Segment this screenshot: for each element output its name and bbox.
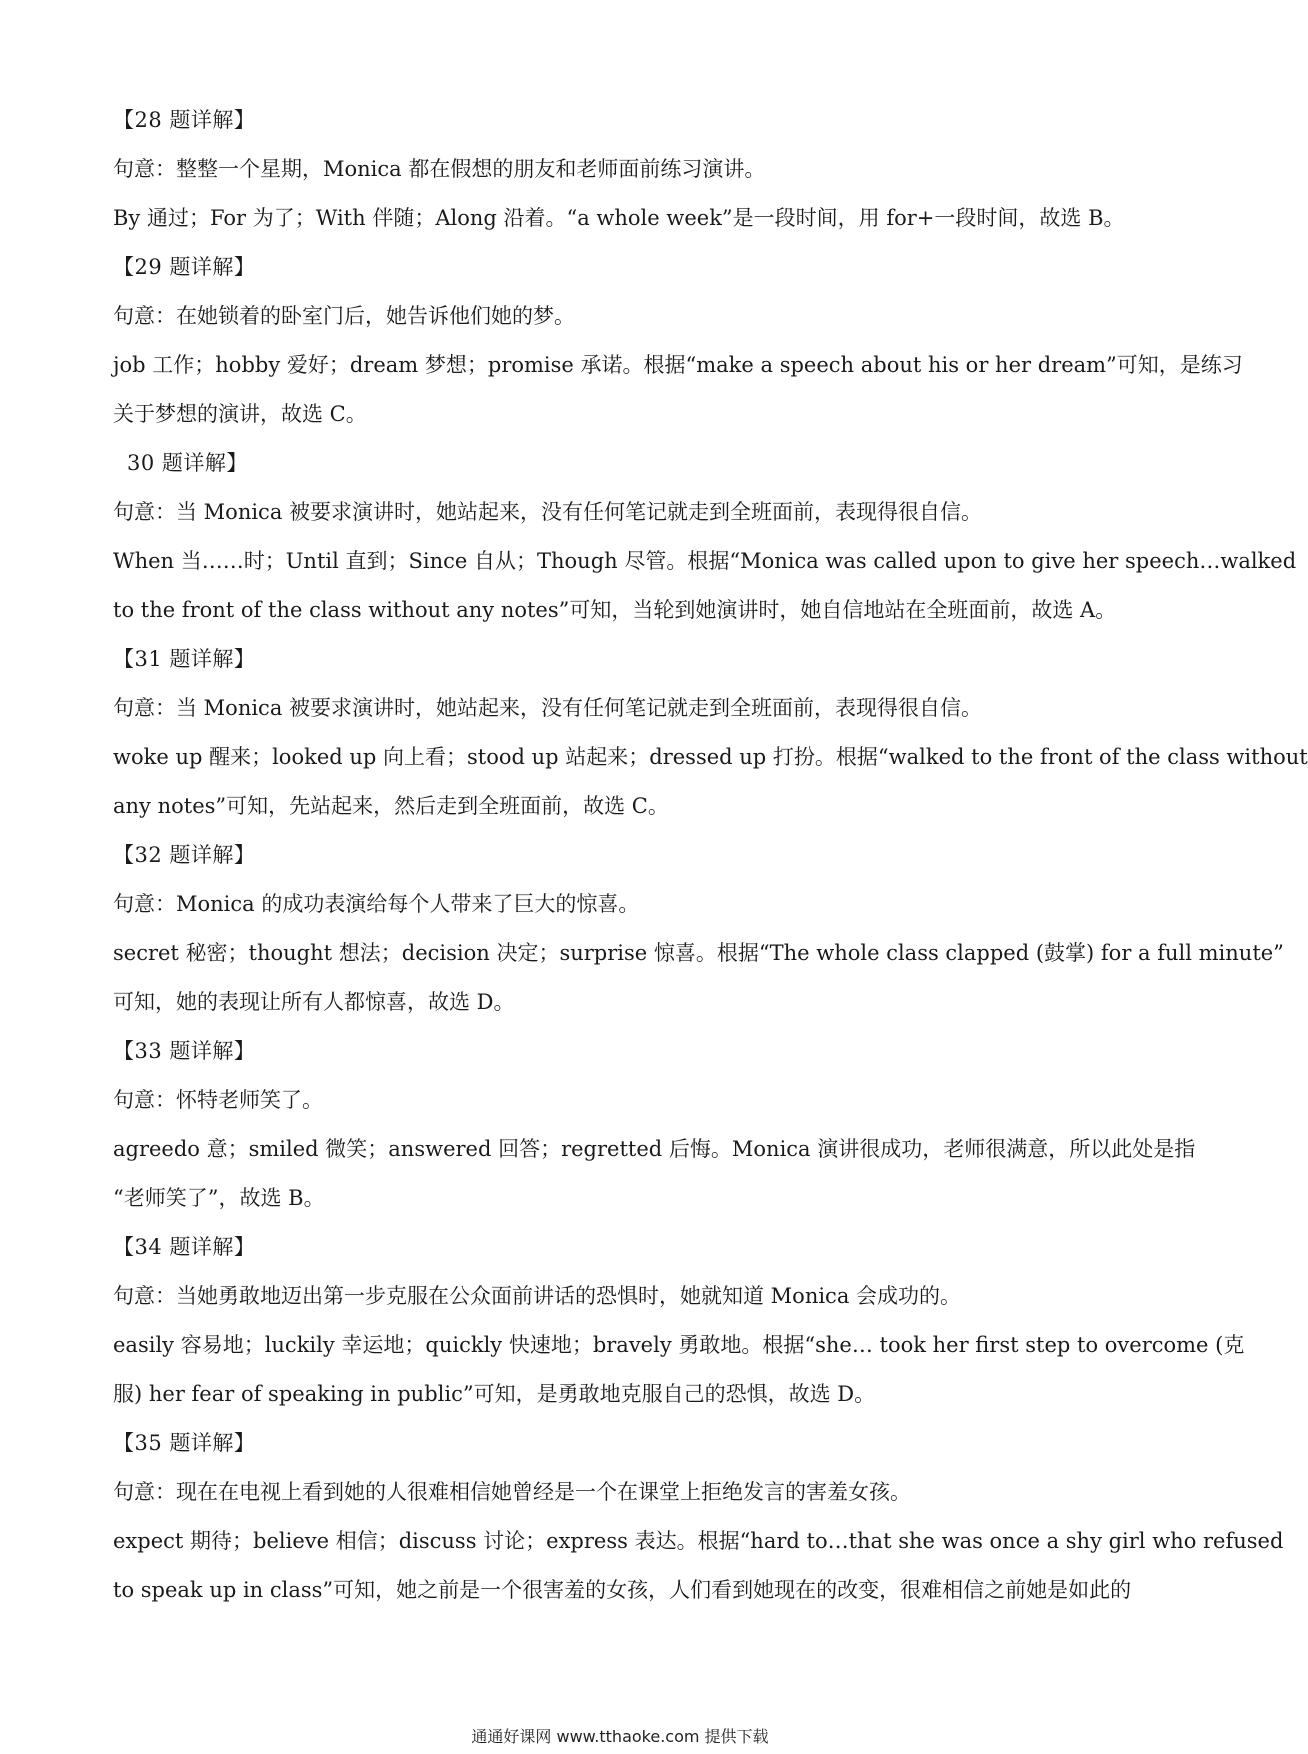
explanation-line: to the front of the class without any notes”可知，当轮到她演讲时，她自信地站在全班面前，故选 A。 <box>113 598 1117 622</box>
explanation-line: By 通过；For 为了；With 伴随；Along 沿着。“a whole week”是一段时间，用 for+一段时间，故选 B。 <box>113 206 1125 230</box>
section-heading: 【32 题详解】 <box>113 843 256 867</box>
explanation-line: expect 期待；believe 相信；discuss 讨论；express 表达。根据“hard to…that she was once a shy girl who refused <box>113 1529 1284 1553</box>
section-heading: 【31 题详解】 <box>113 647 256 671</box>
explanation-line: any notes”可知，先站起来，然后走到全班面前，故选 C。 <box>113 794 669 818</box>
page-footer: 通通好课网 www.tthaoke.com 提供下载 <box>471 1727 769 1746</box>
sentence-meaning: 句意：现在在电视上看到她的人很难相信她曾经是一个在课堂上拒绝发言的害羞女孩。 <box>113 1480 911 1504</box>
section-heading: 30 题详解】 <box>127 451 248 475</box>
sentence-meaning: 句意：当 Monica 被要求演讲时，她站起来，没有任何笔记就走到全班面前，表现得很自信。 <box>113 500 983 524</box>
explanation-line: 服) her fear of speaking in public”可知，是勇敢地克服自己的恐惧，故选 D。 <box>113 1382 876 1406</box>
explanation-line: easily 容易地；luckily 幸运地；quickly 快速地；bravely 勇敢地。根据“she… took her first step to overcome (克 <box>113 1333 1245 1357</box>
section-heading: 【35 题详解】 <box>113 1431 256 1455</box>
explanation-line: woke up 醒来；looked up 向上看；stood up 站起来；dressed up 打扮。根据“walked to the front of the class without <box>113 745 1308 769</box>
sentence-meaning: 句意：在她锁着的卧室门后，她告诉他们她的梦。 <box>113 304 575 328</box>
section-heading: 【33 题详解】 <box>113 1039 256 1063</box>
sentence-meaning: 句意：当 Monica 被要求演讲时，她站起来，没有任何笔记就走到全班面前，表现得很自信。 <box>113 696 983 720</box>
explanation-line: secret 秘密；thought 想法；decision 决定；surprise 惊喜。根据“The whole class clapped (鼓掌) for a full minute” <box>113 941 1284 965</box>
section-heading: 【34 题详解】 <box>113 1235 256 1259</box>
explanation-line: to speak up in class”可知，她之前是一个很害羞的女孩，人们看到她现在的改变，很难相信之前她是如此的 <box>113 1578 1132 1602</box>
sentence-meaning: 句意：当她勇敢地迈出第一步克服在公众面前讲话的恐惧时，她就知道 Monica 会成功的。 <box>113 1284 962 1308</box>
explanation-line: When 当……时；Until 直到；Since 自从；Though 尽管。根据“Monica was called upon to give her speech…walked <box>113 549 1297 573</box>
section-heading: 【29 题详解】 <box>113 255 256 279</box>
sentence-meaning: 句意：整整一个星期，Monica 都在假想的朋友和老师面前练习演讲。 <box>113 157 766 181</box>
explanation-line: agreedo 意；smiled 微笑；answered 回答；regretted 后悔。Monica 演讲很成功，老师很满意，所以此处是指 <box>113 1137 1196 1161</box>
sentence-meaning: 句意：Monica 的成功表演给每个人带来了巨大的惊喜。 <box>113 892 640 916</box>
explanation-line: 可知，她的表现让所有人都惊喜，故选 D。 <box>113 990 515 1014</box>
section-heading: 【28 题详解】 <box>113 108 256 132</box>
explanation-line: “老师笑了”，故选 B。 <box>113 1186 325 1210</box>
sentence-meaning: 句意：怀特老师笑了。 <box>113 1088 323 1112</box>
document-body <box>113 96 1308 1615</box>
explanation-line: 关于梦想的演讲，故选 C。 <box>113 402 367 426</box>
explanation-line: job 工作；hobby 爱好；dream 梦想；promise 承诺。根据“make a speech about his or her dream”可知，是练习 <box>113 353 1243 377</box>
